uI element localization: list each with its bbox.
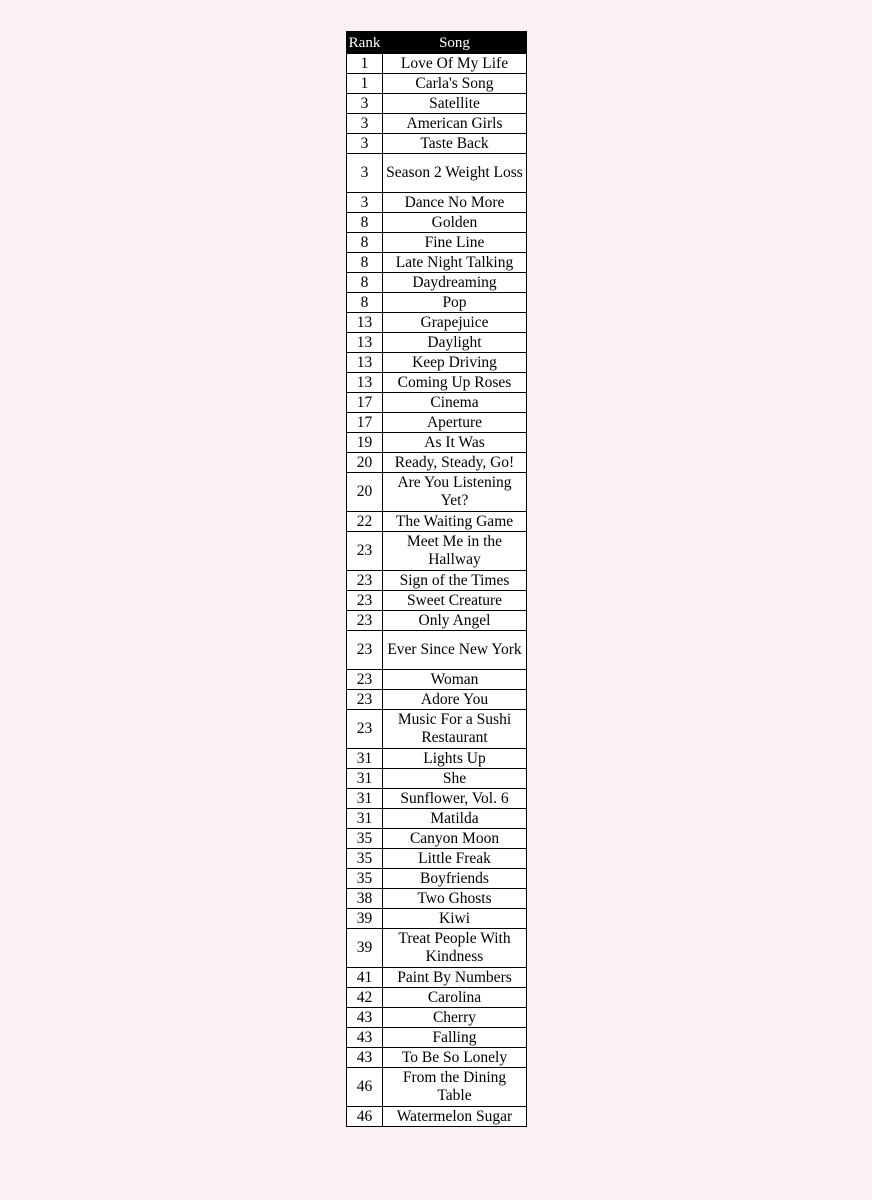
table-row (347, 233, 527, 253)
table-row (347, 333, 527, 353)
table-row (347, 611, 527, 631)
table-row (347, 591, 527, 611)
table-row (347, 293, 527, 313)
song-cell: Ready, Steady, Go! (383, 453, 527, 473)
table-row (347, 749, 527, 769)
rank-cell: 35 (347, 869, 383, 889)
table-row (347, 413, 527, 433)
song-cell: Sunflower, Vol. 6 (383, 789, 527, 809)
table-row (347, 154, 527, 193)
rank-cell: 23 (347, 670, 383, 690)
song-cell: Sign of the Times (383, 571, 527, 591)
rank-cell: 31 (347, 809, 383, 829)
table-row (347, 1107, 527, 1127)
table-row (347, 829, 527, 849)
song-cell: Pop (383, 293, 527, 313)
song-cell: Woman (383, 670, 527, 690)
rank-cell: 23 (347, 532, 383, 571)
song-cell: Satellite (383, 94, 527, 114)
rank-cell: 8 (347, 213, 383, 233)
song-cell: Carla's Song (383, 74, 527, 94)
rank-cell: 3 (347, 114, 383, 134)
song-cell: Canyon Moon (383, 829, 527, 849)
song-cell: Keep Driving (383, 353, 527, 373)
table-row (347, 433, 527, 453)
rank-cell: 13 (347, 333, 383, 353)
table-row (347, 193, 527, 213)
table-row (347, 869, 527, 889)
song-cell: Carolina (383, 988, 527, 1008)
table-header-row (347, 32, 527, 54)
rank-cell: 13 (347, 313, 383, 333)
song-cell: Only Angel (383, 611, 527, 631)
rank-cell: 23 (347, 611, 383, 631)
song-cell: Paint By Numbers (383, 968, 527, 988)
song-cell: Aperture (383, 413, 527, 433)
song-cell: Meet Me in the Hallway (383, 532, 527, 571)
rank-cell: 46 (347, 1107, 383, 1127)
table-row (347, 909, 527, 929)
rank-cell: 31 (347, 769, 383, 789)
song-cell: Daylight (383, 333, 527, 353)
song-cell: Two Ghosts (383, 889, 527, 909)
rank-cell: 20 (347, 453, 383, 473)
table-row (347, 473, 527, 512)
table-row (347, 769, 527, 789)
rank-cell: 17 (347, 393, 383, 413)
rank-cell: 1 (347, 54, 383, 74)
table-row (347, 512, 527, 532)
song-cell: Sweet Creature (383, 591, 527, 611)
song-cell: Golden (383, 213, 527, 233)
table-row (347, 710, 527, 749)
song-column-header: Song (383, 32, 527, 54)
song-cell: Coming Up Roses (383, 373, 527, 393)
table-row (347, 690, 527, 710)
song-cell: The Waiting Game (383, 512, 527, 532)
song-cell: Cinema (383, 393, 527, 413)
rank-cell: 39 (347, 929, 383, 968)
rank-cell: 3 (347, 154, 383, 193)
song-cell: Grapejuice (383, 313, 527, 333)
song-ranking-table (346, 31, 527, 1127)
table-row (347, 253, 527, 273)
song-cell: Adore You (383, 690, 527, 710)
rank-cell: 8 (347, 253, 383, 273)
song-cell: Taste Back (383, 134, 527, 154)
rank-cell: 1 (347, 74, 383, 94)
table-body (347, 54, 527, 1127)
table-row (347, 670, 527, 690)
song-cell: Season 2 Weight Loss (383, 154, 527, 193)
rank-cell: 22 (347, 512, 383, 532)
table-row (347, 74, 527, 94)
song-cell: Kiwi (383, 909, 527, 929)
table-row (347, 273, 527, 293)
table-row (347, 1028, 527, 1048)
rank-cell: 20 (347, 473, 383, 512)
song-cell: From the Dining Table (383, 1068, 527, 1107)
rank-cell: 3 (347, 94, 383, 114)
table-row (347, 789, 527, 809)
song-cell: Lights Up (383, 749, 527, 769)
song-cell: Ever Since New York (383, 631, 527, 670)
song-cell: Dance No More (383, 193, 527, 213)
rank-cell: 3 (347, 193, 383, 213)
table-row (347, 353, 527, 373)
table-row (347, 373, 527, 393)
table-row (347, 313, 527, 333)
table-row (347, 114, 527, 134)
song-cell: To Be So Lonely (383, 1048, 527, 1068)
table-row (347, 889, 527, 909)
table-row (347, 809, 527, 829)
rank-cell: 8 (347, 273, 383, 293)
song-cell: Matilda (383, 809, 527, 829)
table-row (347, 968, 527, 988)
song-cell: American Girls (383, 114, 527, 134)
song-cell: Fine Line (383, 233, 527, 253)
rank-cell: 17 (347, 413, 383, 433)
rank-cell: 35 (347, 829, 383, 849)
song-cell: Late Night Talking (383, 253, 527, 273)
rank-cell: 13 (347, 373, 383, 393)
song-cell: Love Of My Life (383, 54, 527, 74)
table-row (347, 393, 527, 413)
song-cell: Are You Listening Yet? (383, 473, 527, 512)
rank-cell: 31 (347, 789, 383, 809)
table-row (347, 134, 527, 154)
song-cell: Treat People With Kindness (383, 929, 527, 968)
rank-cell: 31 (347, 749, 383, 769)
rank-cell: 43 (347, 1048, 383, 1068)
rank-cell: 38 (347, 889, 383, 909)
song-cell: Cherry (383, 1008, 527, 1028)
rank-cell: 46 (347, 1068, 383, 1107)
rank-cell: 23 (347, 690, 383, 710)
table-row (347, 94, 527, 114)
table-row (347, 1008, 527, 1028)
rank-cell: 43 (347, 1028, 383, 1048)
table-row (347, 453, 527, 473)
song-cell: As It Was (383, 433, 527, 453)
table-row (347, 213, 527, 233)
rank-cell: 35 (347, 849, 383, 869)
song-cell: She (383, 769, 527, 789)
rank-cell: 39 (347, 909, 383, 929)
rank-column-header: Rank (347, 32, 383, 54)
rank-cell: 23 (347, 591, 383, 611)
table-row (347, 929, 527, 968)
table-row (347, 571, 527, 591)
rank-cell: 41 (347, 968, 383, 988)
song-cell: Watermelon Sugar (383, 1107, 527, 1127)
rank-cell: 23 (347, 631, 383, 670)
rank-cell: 42 (347, 988, 383, 1008)
song-cell: Little Freak (383, 849, 527, 869)
table-row (347, 1048, 527, 1068)
rank-cell: 19 (347, 433, 383, 453)
rank-cell: 23 (347, 571, 383, 591)
rank-cell: 3 (347, 134, 383, 154)
rank-cell: 8 (347, 293, 383, 313)
song-cell: Music For a Sushi Restaurant (383, 710, 527, 749)
rank-cell: 43 (347, 1008, 383, 1028)
table-row (347, 631, 527, 670)
rank-cell: 23 (347, 710, 383, 749)
rank-cell: 13 (347, 353, 383, 373)
song-cell: Falling (383, 1028, 527, 1048)
table-row (347, 532, 527, 571)
song-cell: Boyfriends (383, 869, 527, 889)
table-row (347, 1068, 527, 1107)
table-row (347, 849, 527, 869)
song-cell: Daydreaming (383, 273, 527, 293)
table-row (347, 988, 527, 1008)
table-row (347, 54, 527, 74)
rank-cell: 8 (347, 233, 383, 253)
